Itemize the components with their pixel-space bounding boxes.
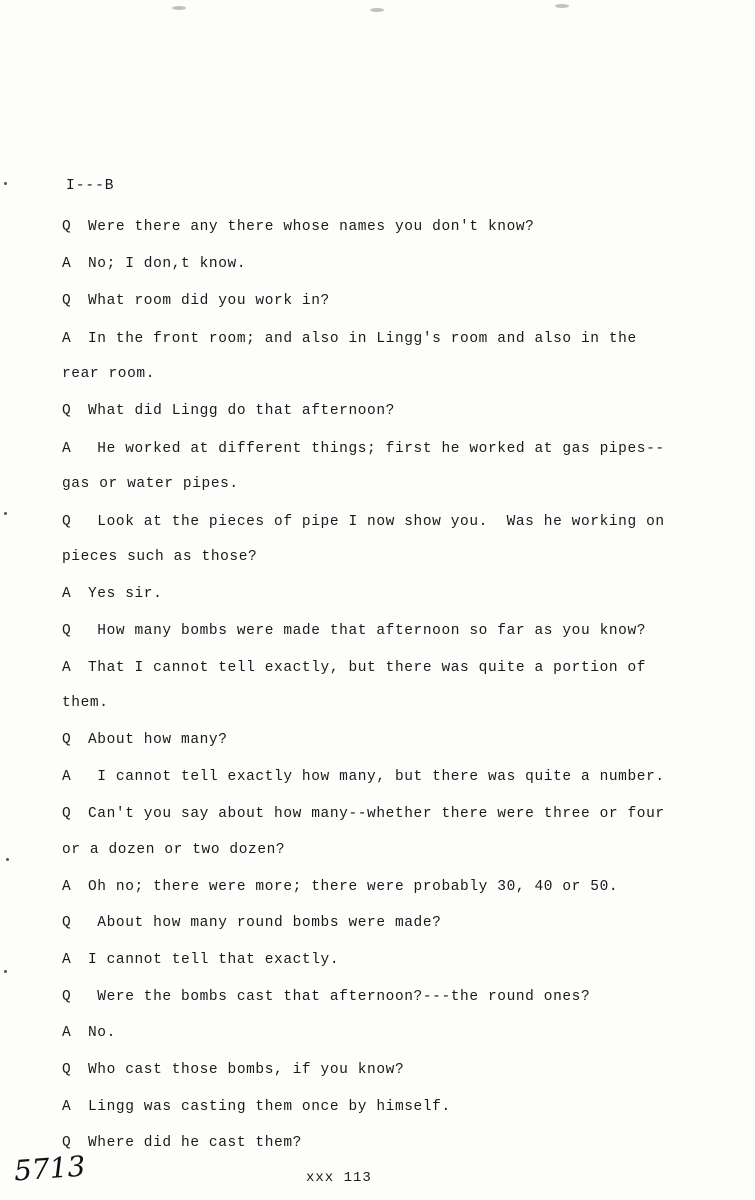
transcript-line: [62, 878, 618, 896]
line-text: I cannot tell exactly how many, but there was quite a number.: [88, 769, 665, 785]
scan-dot: [4, 512, 7, 515]
line-text: Can't you say about how many--whether there were three or four: [88, 806, 665, 822]
transcript-line: [62, 768, 665, 786]
line-text: In the front room; and also in Lingg's room and also in the: [88, 331, 637, 347]
transcript-line: [62, 805, 665, 823]
question-marker: Q: [62, 623, 72, 639]
question-marker: Q: [62, 915, 72, 931]
transcript-line: [62, 659, 646, 677]
transcript-line: [62, 1134, 302, 1152]
line-text: Yes sir.: [88, 586, 163, 602]
transcript-line: [62, 513, 665, 531]
line-text: Lingg was casting them once by himself.: [88, 1099, 451, 1115]
transcript-line: [62, 841, 285, 859]
answer-marker: A: [62, 586, 72, 602]
line-text: No; I don,t know.: [88, 256, 247, 272]
handwritten-page-number: 5713: [12, 1149, 87, 1188]
transcript-line: [62, 292, 330, 310]
transcript-line: [62, 1098, 451, 1116]
line-text: Where did he cast them?: [88, 1135, 302, 1151]
answer-marker: A: [62, 879, 72, 895]
line-text: pieces such as those?: [62, 549, 258, 565]
transcript-line: [62, 330, 637, 348]
question-marker: Q: [62, 1062, 72, 1078]
transcript-line: [62, 1024, 116, 1042]
line-text: He worked at different things; first he worked at gas pipes--: [88, 441, 665, 457]
transcript-line: [62, 694, 109, 712]
line-text: them.: [62, 695, 109, 711]
transcript-line: [62, 475, 239, 493]
answer-marker: A: [62, 769, 72, 785]
answer-marker: A: [62, 331, 72, 347]
answer-marker: A: [62, 660, 72, 676]
line-text: rear room.: [62, 366, 156, 382]
line-text: Look at the pieces of pipe I now show you. Was he working on: [88, 514, 665, 530]
line-text: What room did you work in?: [88, 293, 330, 309]
line-text: gas or water pipes.: [62, 476, 239, 492]
answer-marker: A: [62, 1099, 72, 1115]
line-text: Oh no; there were more; there were probably 30, 40 or 50.: [88, 879, 619, 895]
answer-marker: A: [62, 256, 72, 272]
transcript-line: [62, 365, 155, 383]
line-text: No.: [88, 1025, 116, 1041]
question-marker: Q: [62, 1135, 72, 1151]
answer-marker: A: [62, 1025, 72, 1041]
transcript-line: [62, 218, 534, 236]
question-marker: Q: [62, 403, 72, 419]
line-text: Who cast those bombs, if you know?: [88, 1062, 405, 1078]
line-text: What did Lingg do that afternoon?: [88, 403, 395, 419]
line-text: That I cannot tell exactly, but there was quite a portion of: [88, 660, 647, 676]
scan-smudge: [172, 6, 186, 10]
question-marker: Q: [62, 732, 72, 748]
question-marker: Q: [62, 989, 72, 1005]
scan-dot: [4, 182, 7, 185]
line-text: How many bombs were made that afternoon so far as you know?: [88, 623, 647, 639]
scan-smudge: [370, 8, 384, 12]
question-marker: Q: [62, 514, 72, 530]
line-text: Were the bombs cast that afternoon?---the round ones?: [88, 989, 591, 1005]
transcript-line: [62, 440, 665, 458]
transcript-line: [62, 585, 162, 603]
question-marker: Q: [62, 219, 72, 235]
line-text: or a dozen or two dozen?: [62, 842, 286, 858]
line-text: About how many?: [88, 732, 228, 748]
transcript-line: [62, 1061, 404, 1079]
question-marker: Q: [62, 806, 72, 822]
transcript-line: [62, 255, 246, 273]
transcript-line: [62, 622, 646, 640]
transcript-line: [62, 548, 257, 566]
line-text: About how many round bombs were made?: [88, 915, 442, 931]
answer-marker: A: [62, 952, 72, 968]
transcript-line: [62, 731, 228, 749]
line-text: Were there any there whose names you don't know?: [88, 219, 535, 235]
line-text: I cannot tell that exactly.: [88, 952, 340, 968]
answer-marker: A: [62, 441, 72, 457]
transcript-line: [62, 402, 395, 420]
scan-smudge: [555, 4, 569, 8]
question-marker: Q: [62, 293, 72, 309]
section-header: I---B: [66, 178, 115, 194]
transcript-line: [62, 951, 339, 969]
page-number: xxx 113: [306, 1170, 372, 1186]
transcript-line: [62, 914, 441, 932]
scan-dot: [4, 970, 7, 973]
transcript-line: [62, 988, 590, 1006]
scan-dot: [6, 858, 9, 861]
